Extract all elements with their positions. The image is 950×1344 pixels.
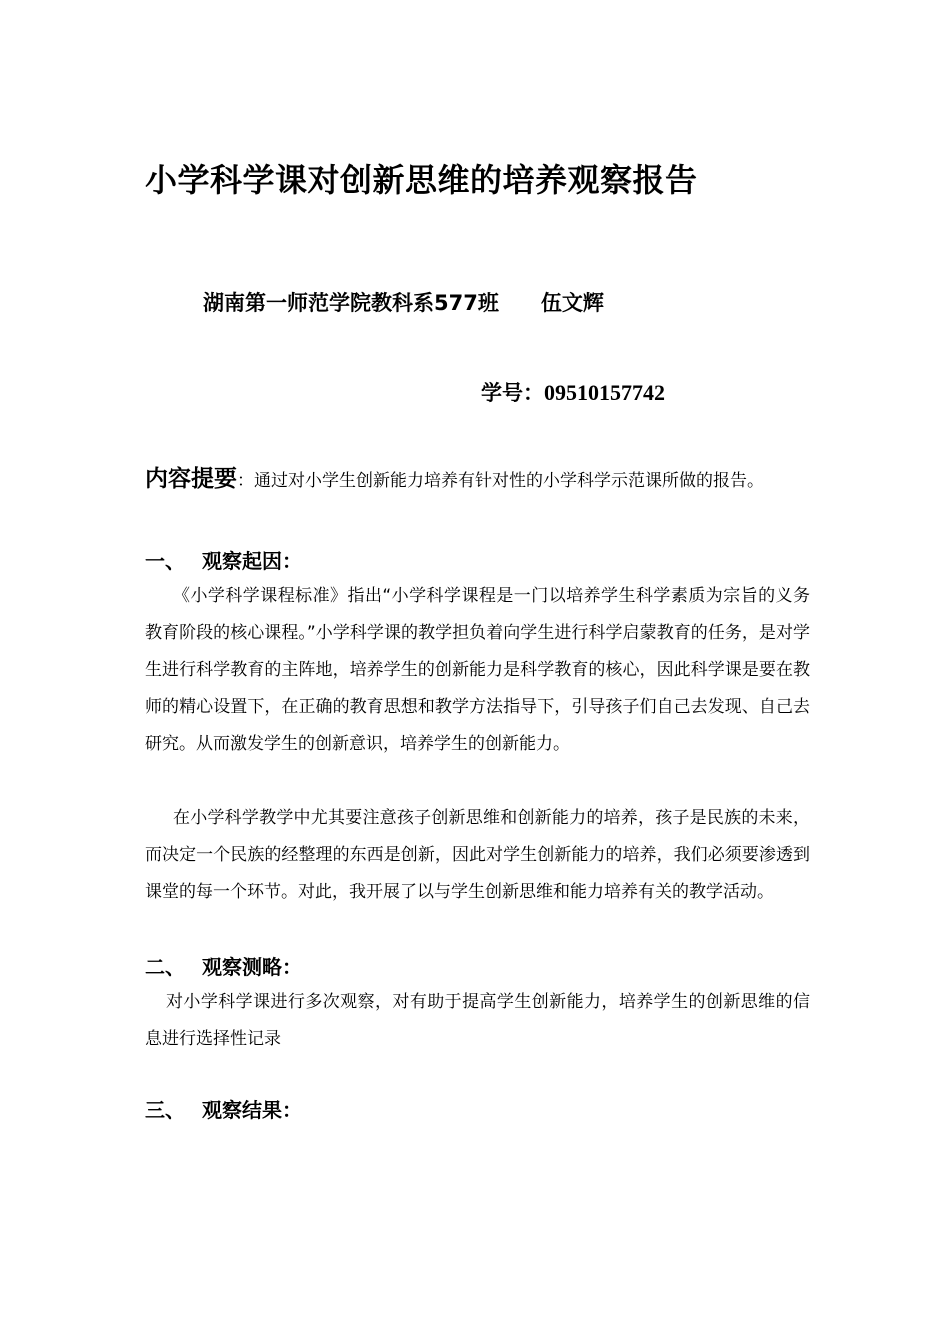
section-title: 观察结果： xyxy=(202,1098,302,1122)
student-id-value: 09510157742 xyxy=(544,380,665,405)
section-1-paragraph-1: 《小学科学课程标准》指出“小学科学课程是一门以培养学生科学素质为宗旨的义务教育阶段的核心课程。”小学科学课的教学担负着向学生进行科学启蒙教育的任务，是对学生进行科学教育的主阵地，培养学生的创新能力是科学教育的核心，因此科学课是要在教师的精心设置下，在正确的教育思想和教学方法指导下，引导孩子们自己去发现、自己去研究。从而激发学生的创新意识，培养学生的创新能力。 xyxy=(145,586,810,754)
section-title: 观察起因： xyxy=(202,549,302,573)
section-heading-1 xyxy=(145,545,302,574)
student-id-label: 学号： xyxy=(481,381,544,405)
document-title: 小学科学课对创新思维的培养观察报告 xyxy=(145,161,698,199)
section-number: 三、 xyxy=(145,1098,185,1122)
author-name: 伍文辉 xyxy=(540,291,604,315)
abstract xyxy=(145,458,810,502)
author-affiliation: 湖南第一师范学院教科系577班 xyxy=(203,291,499,315)
section-number: 二、 xyxy=(145,955,185,979)
section-2-paragraph-1: 对小学科学课进行多次观察，对有助于提高学生创新能力，培养学生的创新思维的信息进行选择性记录 xyxy=(145,992,810,1049)
author-line xyxy=(203,287,604,317)
section-heading-3 xyxy=(145,1094,302,1123)
section-heading-2 xyxy=(145,951,302,980)
abstract-label: 内容提要 xyxy=(145,466,237,492)
section-title: 观察测略： xyxy=(202,955,302,979)
section-1-paragraph-2: 在小学科学教学中尤其要注意孩子创新思维和创新能力的培养，孩子是民族的未来，而决定一个民族的经整理的东西是创新，因此对学生创新能力的培养，我们必须要渗透到课堂的每一个环节。对此，我开展了以与学生创新思维和能力培养有关的教学活动。 xyxy=(145,808,810,902)
abstract-text: ：通过对小学生创新能力培养有针对性的小学科学示范课所做的报告。 xyxy=(237,471,764,491)
section-number: 一、 xyxy=(145,549,185,573)
student-id xyxy=(481,377,665,407)
